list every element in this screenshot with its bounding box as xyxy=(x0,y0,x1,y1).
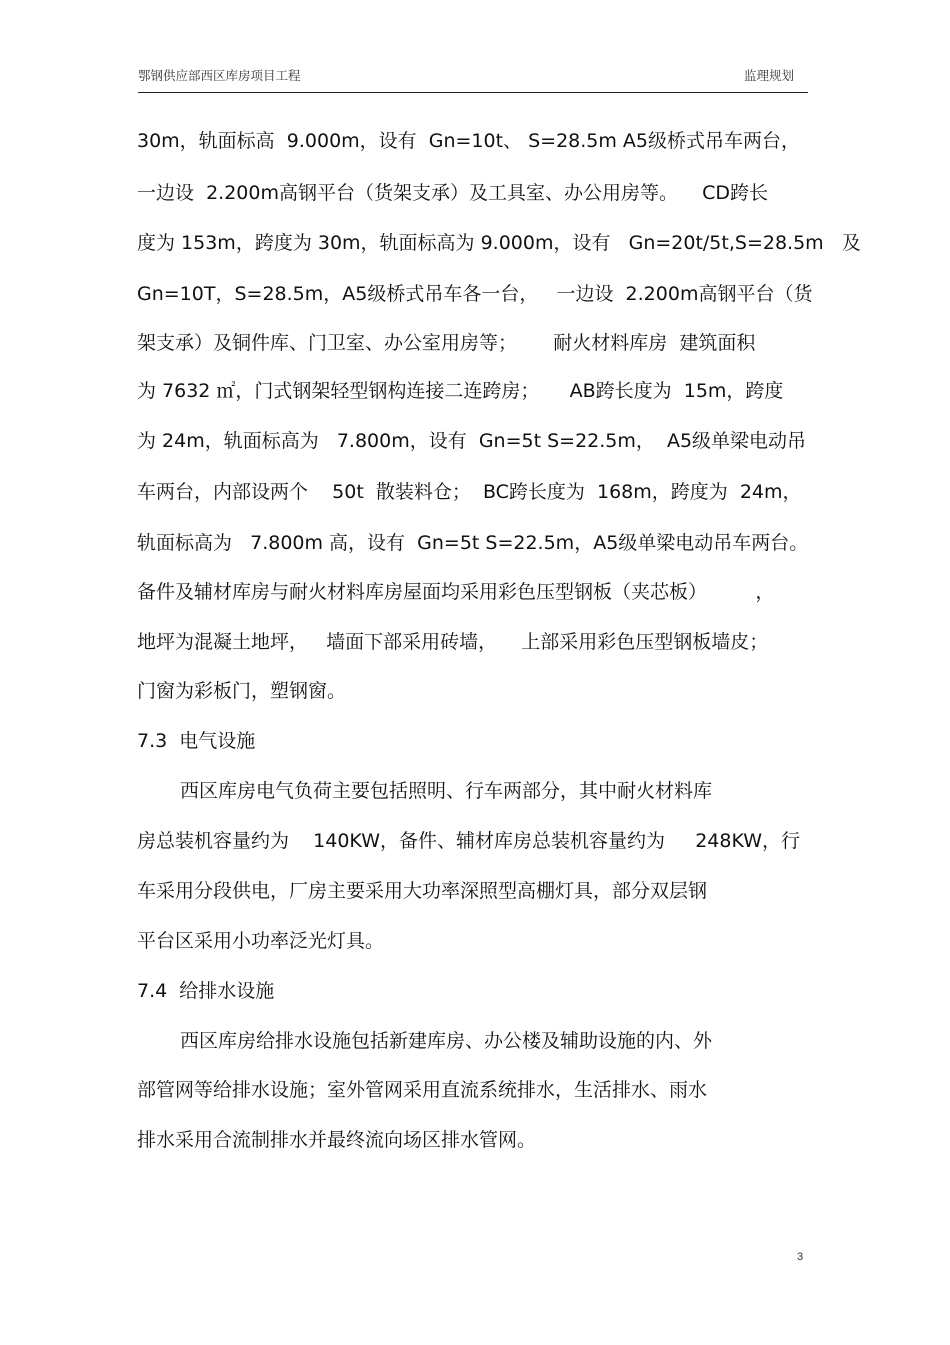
text-line: 为 7632 ㎡，门式钢架轻型钢构连接二连跨房； AB跨长度为 15m，跨度 xyxy=(137,380,784,402)
text-line: 排水采用合流制排水并最终流向场区排水管网。 xyxy=(137,1129,537,1151)
text-line: 部管网等给排水设施；室外管网采用直流系统排水，生活排水、雨水 xyxy=(137,1079,708,1101)
text-line: 西区库房电气负荷主要包括照明、行车两部分，其中耐火材料库 xyxy=(180,780,713,802)
header-document-type: 监理规划 xyxy=(743,68,794,83)
page-header xyxy=(138,66,808,90)
text-line: 轨面标高为 7.800m 高，设有 Gn=5t S=22.5m，A5级单梁电动吊车两台。 xyxy=(137,532,809,554)
section-heading-water: 7.4 给排水设施 xyxy=(137,980,275,1002)
text-line: 房总装机容量约为 140KW，备件、辅材库房总装机容量约为 248KW，行 xyxy=(137,830,801,852)
text-line: 地坪为混凝土地坪， 墙面下部采用砖墙， 上部采用彩色压型钢板墙皮； xyxy=(137,631,769,653)
text-line: Gn=10T，S=28.5m，A5级桥式吊车各一台， 一边设 2.200m高钢平台（货 xyxy=(137,283,813,305)
page-number: 3 xyxy=(797,1251,804,1263)
text-line: 30m，轨面标高 9.000m，设有 Gn=10t、 S=28.5m A5级桥式吊车两台， xyxy=(137,130,801,152)
text-line: 车两台，内部设两个 50t 散装料仓； BC跨长度为 168m，跨度为 24m， xyxy=(137,481,802,503)
text-line: 平台区采用小功率泛光灯具。 xyxy=(137,930,385,952)
text-line: 车采用分段供电，厂房主要采用大功率深照型高棚灯具，部分双层钢 xyxy=(137,880,708,902)
header-divider xyxy=(138,92,808,93)
text-line: 备件及辅材库房与耐火材料库房屋面均采用彩色压型钢板（夹芯板） ， xyxy=(137,581,775,603)
text-line: 西区库房给排水设施包括新建库房、办公楼及辅助设施的内、外 xyxy=(180,1030,713,1052)
text-line: 一边设 2.200m高钢平台（货架支承）及工具室、办公用房等。 CD跨长 xyxy=(137,182,769,204)
header-project-title: 鄂钢供应部西区库房项目工程 xyxy=(138,68,301,83)
text-line: 架支承）及铜件库、门卫室、办公室用房等； 耐火材料库房 建筑面积 xyxy=(137,332,756,354)
text-line: 门窗为彩板门，塑钢窗。 xyxy=(137,680,347,702)
text-line: 为 24m，轨面标高为 7.800m，设有 Gn=5t S=22.5m， A5级单梁电动吊 xyxy=(137,430,807,452)
text-line: 度为 153m，跨度为 30m，轨面标高为 9.000m，设有 Gn=20t/5t,S=28.5m 及 xyxy=(137,232,861,254)
section-heading-electrical: 7.3 电气设施 xyxy=(137,730,256,752)
